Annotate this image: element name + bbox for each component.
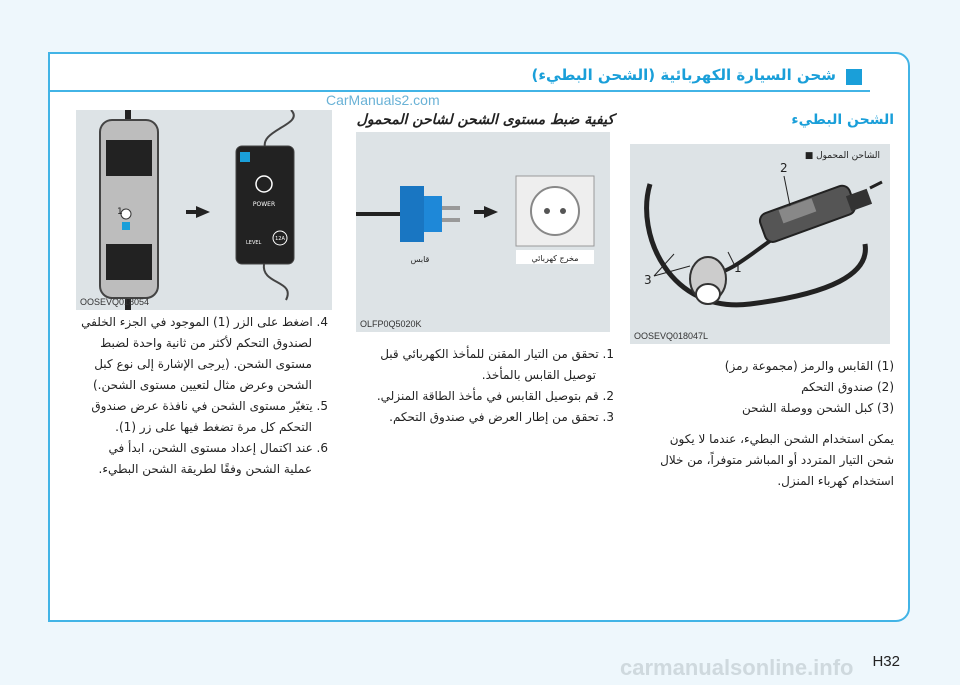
list-item: التحكم كل مرة تضغط فيها على زر (1). xyxy=(115,420,312,434)
watermark-bottom: carmanualsonline.info xyxy=(620,655,854,680)
label-level: LEVEL xyxy=(246,240,262,246)
list-item: توصيل القابس بالمأخذ. xyxy=(481,368,596,382)
page-number: H32 xyxy=(872,653,900,670)
figure-socket-plug xyxy=(356,132,610,332)
list-item: الشحن وعرض مثال لتعيين مستوى الشحن.) xyxy=(92,378,312,392)
figure-code: OOSEVQ018047L xyxy=(634,331,709,341)
callout-3: 3 xyxy=(644,273,652,287)
paragraph-line: استخدام كهرباء المنزل. xyxy=(777,474,894,488)
watermark-top: CarManuals2.com xyxy=(326,92,440,108)
list-item: لصندوق التحكم لأكثر من ثانية واحدة لضبط xyxy=(100,336,312,350)
header-square-icon xyxy=(846,69,862,85)
section-title-set-level: كيفية ضبط مستوى الشحن لشاحن المحمول xyxy=(356,112,614,128)
paragraph-line: يمكن استخدام الشحن البطيء، عندما لا يكون xyxy=(669,432,894,446)
left-column-text xyxy=(72,312,328,480)
label-level-value: 12A xyxy=(275,236,285,242)
paragraph-line: شحن التيار المتردد أو المباشر متوفراً، من خلال xyxy=(660,453,894,467)
figure-code: OLFP0Q5020K xyxy=(360,319,422,329)
figure-portable-charger xyxy=(630,144,890,344)
list-item: مستوى الشحن. (يرجى الإشارة إلى نوع كبل xyxy=(94,357,312,371)
label-socket: مخرج كهربائي xyxy=(531,254,579,263)
socket-plug-illustration xyxy=(356,132,610,332)
list-item: 2. قم بتوصيل القابس في مأخذ الطاقة المنزلي. xyxy=(376,389,614,403)
label-plug: قابس xyxy=(410,255,430,264)
list-item: 6. عند اكتمال إعداد مستوى الشحن، ابدأ في xyxy=(108,441,328,455)
manual-page xyxy=(48,52,910,622)
list-item: (3) كبل الشحن ووصلة الشحن xyxy=(741,401,894,415)
list-item: 5. يتغيّر مستوى الشحن في نافذة عرض صندوق xyxy=(91,399,328,413)
list-item: 4. اضغط على الزر (1) الموجود في الجزء الخلفي xyxy=(81,315,328,329)
figure-legend: ■ الشاحن المحمول xyxy=(804,151,880,161)
header-bar xyxy=(50,64,870,92)
top-band xyxy=(0,0,960,52)
list-item: (1) القابس والرمز (مجموعة رمز) xyxy=(724,359,894,373)
right-column-text xyxy=(634,356,894,492)
page-title: شحن السيارة الكهربائية (الشحن البطيء) xyxy=(531,66,836,84)
figure-control-box xyxy=(76,110,332,310)
figure-code: OOSEVQ018054 xyxy=(80,297,150,307)
callout-2: 2 xyxy=(780,161,788,175)
portable-charger-illustration xyxy=(630,144,890,344)
callout-1: 1 xyxy=(734,261,742,275)
list-item: (2) صندوق التحكم xyxy=(801,380,894,394)
section-title-slow-charging: الشحن البطيء xyxy=(791,112,894,128)
list-item: عملية الشحن وفقًا لطريقة الشحن البطيء. xyxy=(98,462,312,476)
middle-column-text xyxy=(354,344,614,428)
list-item: 1. تحقق من التيار المقنن للمأخذ الكهربائي قبل xyxy=(380,347,614,361)
callout-button-1: 1 xyxy=(117,207,123,217)
list-item: 3. تحقق من إطار العرض في صندوق التحكم. xyxy=(389,410,614,424)
label-power: POWER xyxy=(252,201,276,208)
control-box-illustration xyxy=(76,110,332,310)
